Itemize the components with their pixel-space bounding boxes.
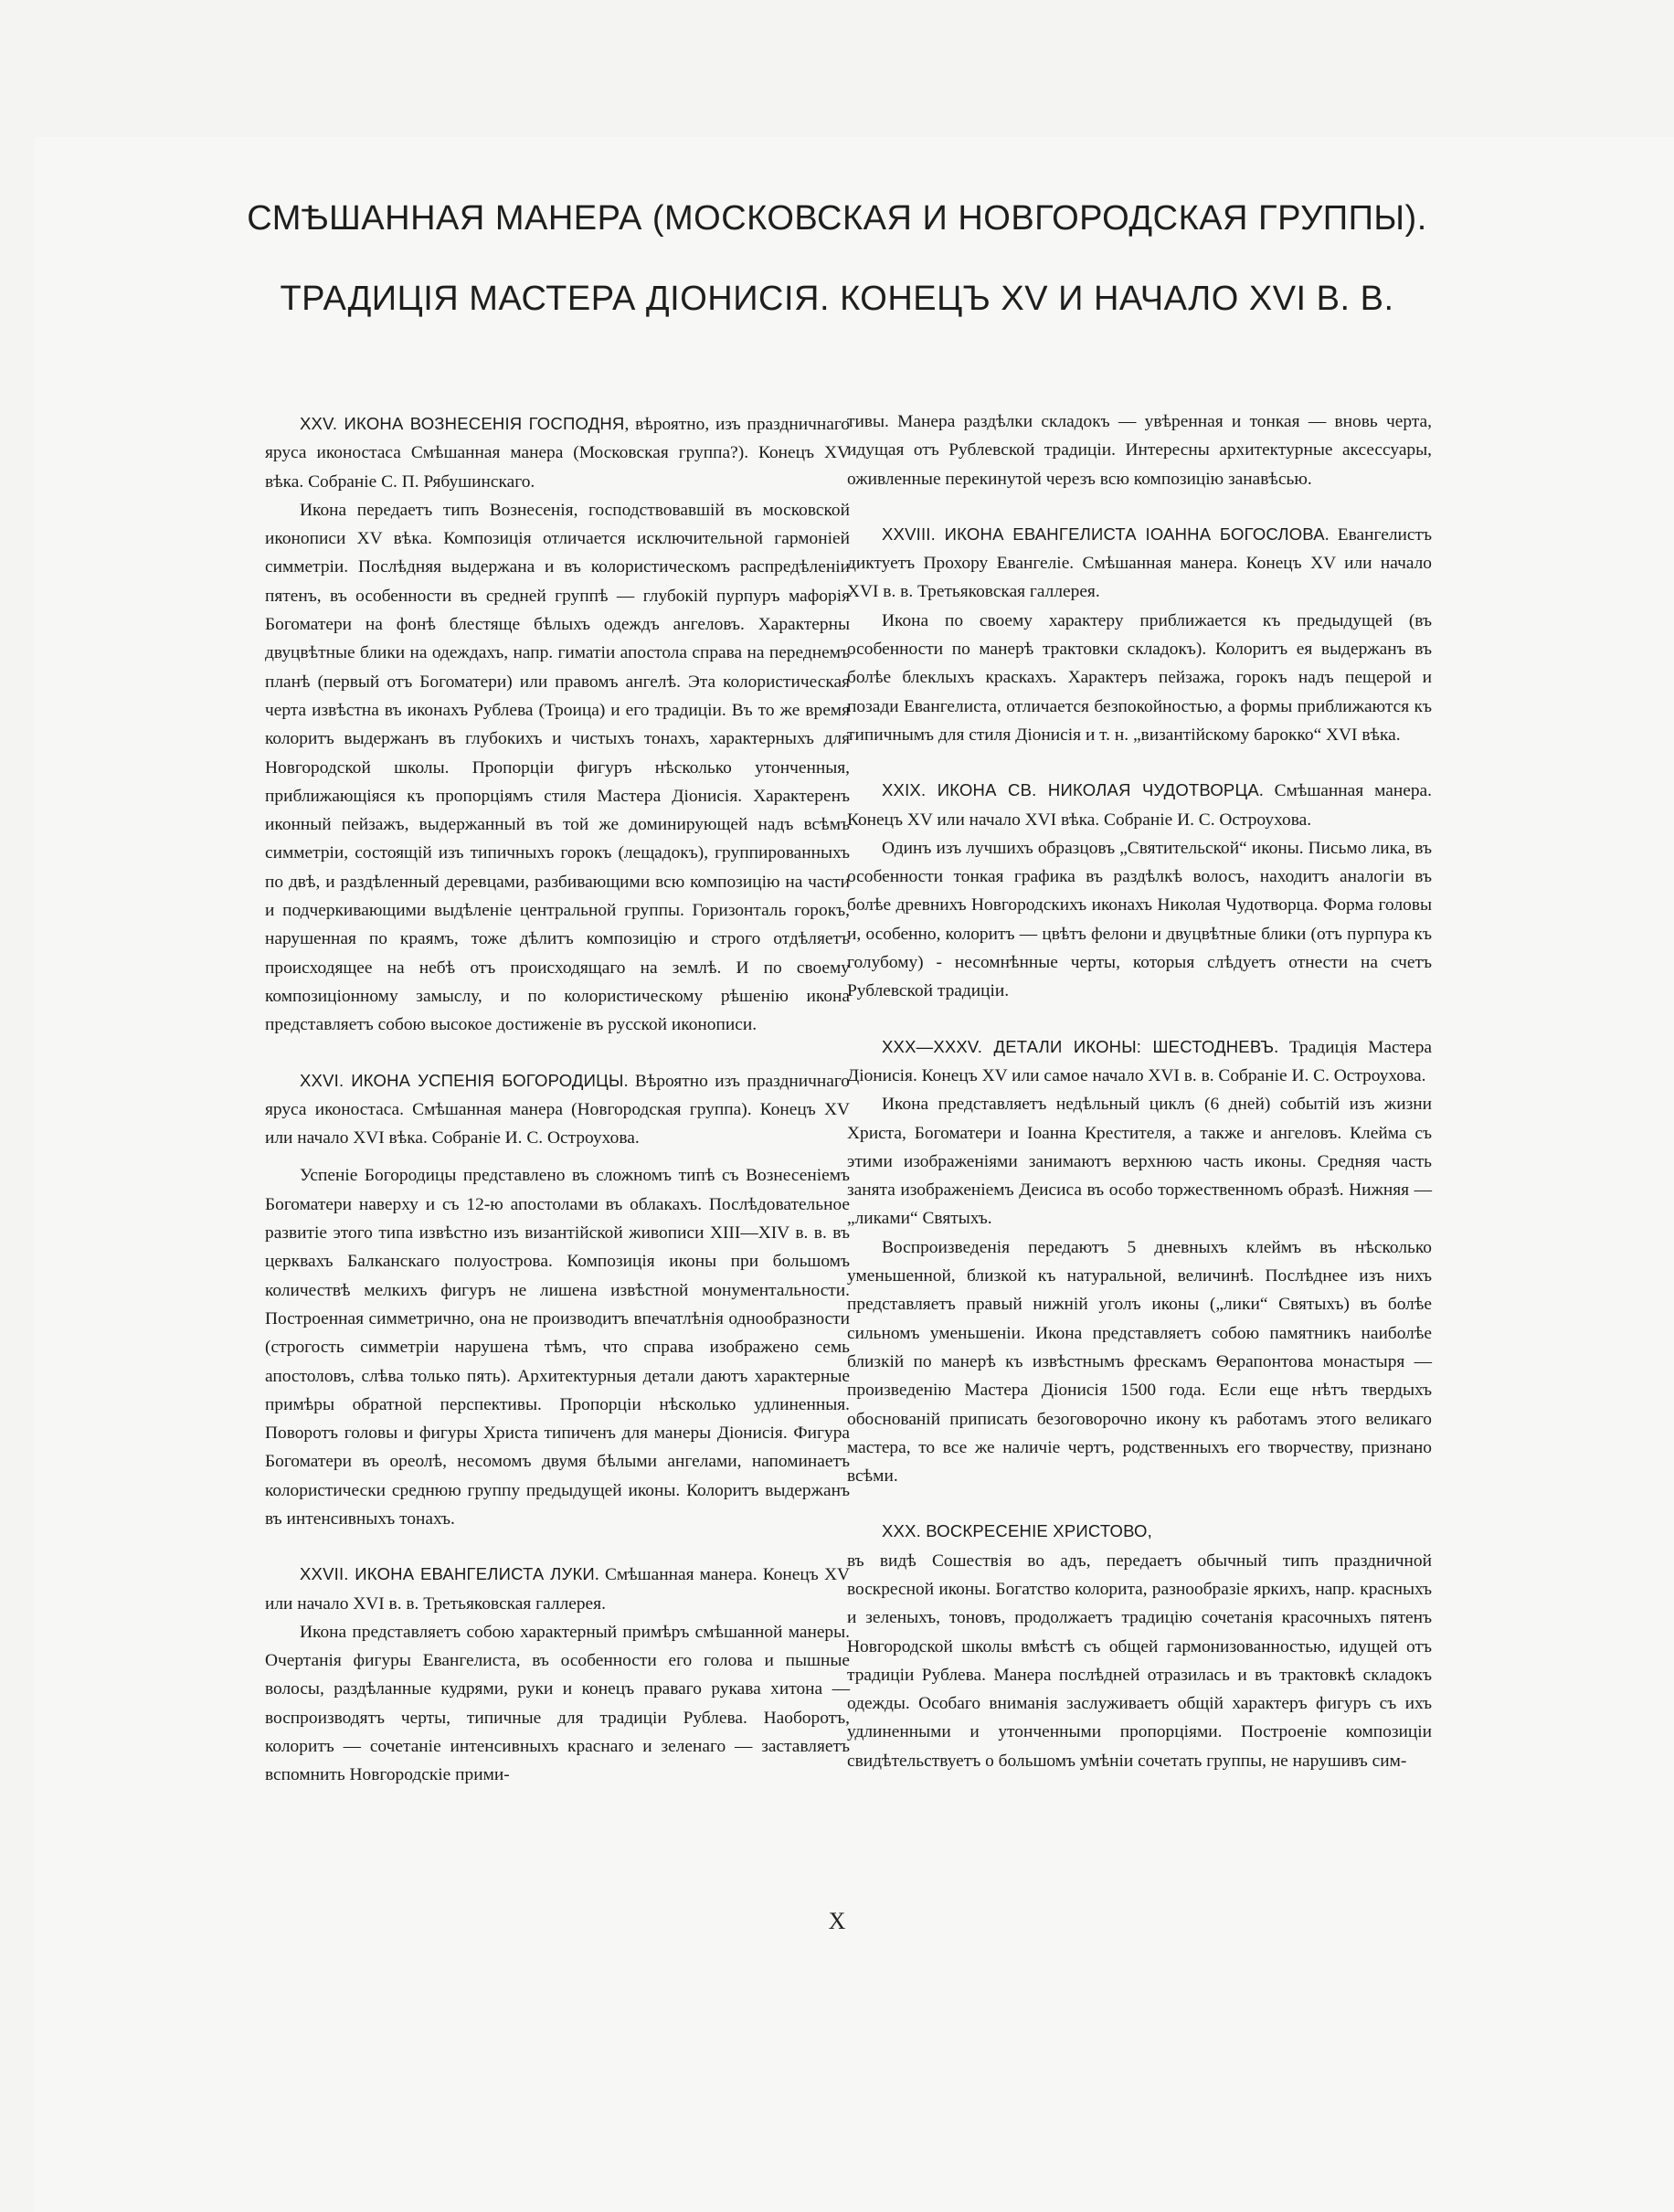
section-xxvi	[265, 1066, 850, 1534]
section-xxv	[265, 409, 850, 1040]
page-number: X	[828, 1908, 846, 1934]
section-xxv-body: Икона передаетъ типъ Вознесенія, господствовавшій въ московской иконописи XV вѣка. Композиція отличается исключительной гармоніей симметріи. Послѣдняя выдержана и въ колористическомъ распредѣленіи пятенъ, въ особенности въ средней группѣ — глубокій пурпуръ мафорія Богоматери на фонѣ блестяще бѣлыхъ одеждъ ангеловъ. Характерны двуцвѣтные блики на одеждахъ, напр. гиматіи апостола справа на переднемъ планѣ (первый отъ Богоматери) или правомъ ангелѣ. Эта колористическая черта извѣстна въ иконахъ Рублева (Троица) и его традиціи. Въ то же время колоритъ выдержанъ въ глубокихъ и чистыхъ тонахъ, характерныхъ для Новгородской школы. Пропорціи фигуръ нѣсколько утонченныя, приближающіяся къ пропорціямъ стиля Мастера Діонисія. Характеренъ иконный пейзажъ, выдержанный въ той же доминирующей надъ всѣмъ симметріи, состоящій изъ типичныхъ горокъ (лещадокъ), группированныхъ по двѣ, и раздѣленный деревцами, разбивающими всю композицію на части и подчеркивающими выдѣленіе центральной группы. Горизонталь горокъ, нарушенная по краямъ, тоже дѣлитъ композицію и строго отдѣляетъ происходящее на небѣ отъ происходящаго на землѣ. И по своему композиціонному замыслу, и по колористическому рѣшенію икона представляетъ собою высокое достиженіе въ русской иконописи.	[265, 500, 850, 1035]
section-xxx	[847, 1517, 1432, 1775]
section-xxvii	[265, 1560, 850, 1789]
section-xxix	[847, 776, 1432, 1005]
section-xxix-intro: XXIX. ИКОНА СВ. НИКОЛАЯ ЧУДОТВОРЦА. Смѣшанная манера. Конецъ XV или начало XVI вѣка. Собраніе И. С. Остроухова.	[847, 780, 1432, 830]
right-column	[847, 407, 1432, 1775]
section-xxx-xxxv-intro: XXX—XXXV. ДЕТАЛИ ИКОНЫ: ШЕСТОДНЕВЪ. Традиція Мастера Діонисія. Конецъ XV или самое начало XVI в. в. Собраніе И. С. Остроухова.	[847, 1036, 1432, 1085]
section-xxx-heading-line	[847, 1517, 1432, 1546]
section-xxvii-body: Икона представляетъ собою характерный примѣръ смѣшанной манеры. Очертанія фигуры Евангелиста, въ особенности его голова и пышные волосы, раздѣланные кудрями, руки и конецъ праваго рукава хитона — воспроизводятъ черты, типичные для традиціи Рублева. Наоборотъ, колоритъ — сочетаніе интенсивныхъ краснаго и зеленаго — заставляетъ вспомнить Новгородскіе прими-	[265, 1622, 850, 1785]
section-xxviii	[847, 520, 1432, 749]
section-xxx-heading: XXX. ВОСКРЕСЕНІЕ ХРИСТОВО,	[882, 1521, 1152, 1541]
section-xxvi-body: Успеніе Богородицы представлено въ сложномъ типѣ съ Вознесеніемъ Богоматери наверху и съ 12-ю апостолами въ облакахъ. Послѣдовательное развитіе этого типа извѣстно изъ византійской живописи XIII—XIV в. в. въ церквахъ Балканскаго полуострова. Композиція иконы при большомъ количествѣ мелкихъ фигуръ не лишена извѣстной монументальности. Построенная симметрично, она не производитъ впечатлѣнія однообразности (строгость симметріи нарушена тѣмъ, что справа изображено семь апостоловъ, слѣва только пять). Архитектурныя детали даютъ характерные примѣры обратной перспективы. Пропорціи нѣсколько удлиненныя. Поворотъ головы и фигуры Христа типиченъ для манеры Діонисія. Фигура Богоматери въ ореолѣ, несомомъ двумя бѣлыми ангелами, напоминаетъ колористически среднюю группу предыдущей иконы. Колоритъ выдержанъ въ интенсивныхъ тонахъ.	[265, 1166, 850, 1529]
section-xxv-heading: XXV. ИКОНА ВОЗНЕСЕНІЯ ГОСПОДНЯ	[300, 414, 625, 433]
section-xxix-heading: XXIX. ИКОНА СВ. НИКОЛАЯ ЧУДОТВОРЦА	[882, 780, 1259, 800]
section-xxx-body: въ видѣ Сошествія во адъ, передаетъ обычный типъ праздничной воскресной иконы. Богатство колорита, разнообразіе яркихъ, напр. красныхъ и зеленыхъ, тоновъ, продолжаетъ традицію сочетанія красочныхъ пятенъ Новгородской школы вмѣстѣ съ общей гармонизованностью, идущей отъ традиціи Рублева. Манера послѣдней отразилась и въ трактовкѣ складокъ одежды. Особаго вниманія заслуживаетъ общій характеръ фигуръ съ ихъ удлиненными и утонченными пропорціями. Построеніе композиціи свидѣтельствуетъ о большомъ умѣніи сочетать группы, не нарушивъ сим-	[847, 1551, 1432, 1771]
title-line-1: СМѢШАННАЯ МАНЕРА (МОСКОВСКАЯ И НОВГОРОДСКАЯ ГРУППЫ).	[247, 199, 1427, 238]
section-xxv-intro: XXV. ИКОНА ВОЗНЕСЕНІЯ ГОСПОДНЯ, вѣроятно, изъ праздничнаго яруса иконостаса Смѣшанная манера (Московская группа?). Конецъ XV вѣка. Собраніе С. П. Рябушинскаго.	[265, 414, 850, 492]
section-xxvii-continued	[847, 407, 1432, 493]
section-xxvii-heading: XXVII. ИКОНА ЕВАНГЕЛИСТА ЛУКИ	[300, 1564, 595, 1584]
left-column	[265, 409, 850, 1790]
section-xxvii-continued-text: тивы. Манера раздѣлки складокъ — увѣренная и тонкая — вновь черта, идущая отъ Рублевской традиціи. Интересны архитектурные аксессуары, оживленные перекинутой черезъ всю композицію занавѣсью.	[847, 412, 1432, 489]
section-xxx-xxxv	[847, 1032, 1432, 1491]
section-xxix-body: Одинъ изъ лучшихъ образцовъ „Святительской“ иконы. Письмо лика, въ особенности тонкая графика въ раздѣлкѣ волосъ, находитъ аналогіи въ болѣе древнихъ Новгородскихъ иконахъ Николая Чудотворца. Форма головы и, особенно, колоритъ — цвѣтъ фелони и двуцвѣтные блики (отъ пурпура къ голубому) - несомнѣнные черты, которыя слѣдуетъ отнести на счетъ Рублевской традиціи.	[847, 838, 1432, 1001]
section-xxviii-body: Икона по своему характеру приближается къ предыдущей (въ особенности по манерѣ трактовки складокъ). Колоритъ ея выдержанъ въ болѣе блеклыхъ краскахъ. Характеръ пейзажа, горокъ надъ пещерой и позади Евангелиста, отличается безпокойностью, а формы приближаются къ типичнымъ для стиля Діонисія и т. н. „византійскому барокко“ XVI вѣка.	[847, 610, 1432, 745]
section-xxx-xxxv-heading: XXX—XXXV. ДЕТАЛИ ИКОНЫ: ШЕСТОДНЕВЪ	[882, 1036, 1275, 1056]
section-xxvii-intro: XXVII. ИКОНА ЕВАНГЕЛИСТА ЛУКИ. Смѣшанная манера. Конецъ XV или начало XVI в. в. Третьяковская галлерея.	[265, 1564, 850, 1614]
section-xxx-xxxv-body-1: Икона представляетъ недѣльный циклъ (6 дней) событій изъ жизни Христа, Богоматери и Іоанна Крестителя, а также и ангеловъ. Клейма съ этими изображеніями занимаютъ верхнюю часть иконы. Средняя часть занята изображеніемъ Деисиса въ особо торжественномъ образѣ. Нижняя — „ликами“ Святыхъ.	[847, 1095, 1432, 1229]
section-xxviii-intro: XXVIII. ИКОНА ЕВАНГЕЛИСТА ІОАННА БОГОСЛОВА. Евангелистъ диктуетъ Прохору Евангеліе. Смѣшанная манера. Конецъ XV или начало XVI в. в. Третьяковская галлерея.	[847, 524, 1432, 602]
section-xxvi-heading: XXVI. ИКОНА УСПЕНІЯ БОГОРОДИЦЫ	[300, 1070, 624, 1090]
section-xxvi-intro: XXVI. ИКОНА УСПЕНІЯ БОГОРОДИЦЫ. Вѣроятно изъ праздничнаго яруса иконостаса. Смѣшанная манера (Новгородская группа). Конецъ XV или начало XVI вѣка. Собраніе И. С. Остроухова.	[265, 1070, 850, 1148]
title-line-2: ТРАДИЦІЯ МАСТЕРА ДІОНИСІЯ. КОНЕЦЪ XV И НАЧАЛО XVI В. В.	[280, 280, 1394, 318]
section-xxviii-heading: XXVIII. ИКОНА ЕВАНГЕЛИСТА ІОАННА БОГОСЛОВА	[882, 524, 1325, 544]
section-xxx-xxxv-body-2: Воспроизведенія передаютъ 5 дневныхъ клеймъ въ нѣсколько уменьшенной, близкой къ натуральной, величинѣ. Послѣднее изъ нихъ представляетъ правый нижній уголъ иконы („лики“ Святыхъ) въ болѣе сильномъ уменьшеніи. Икона представляетъ собою памятникъ наиболѣе близкій по манерѣ къ извѣстнымъ фрескамъ Ѳерапонтова монастыря — произведенію Мастера Діонисія 1500 года. Если еще нѣтъ твердыхъ обоснованій приписать безоговорочно икону къ работамъ этого великаго мастера, то все же наличіе чертъ, родственныхъ его творчеству, признано всѣми.	[847, 1237, 1432, 1487]
